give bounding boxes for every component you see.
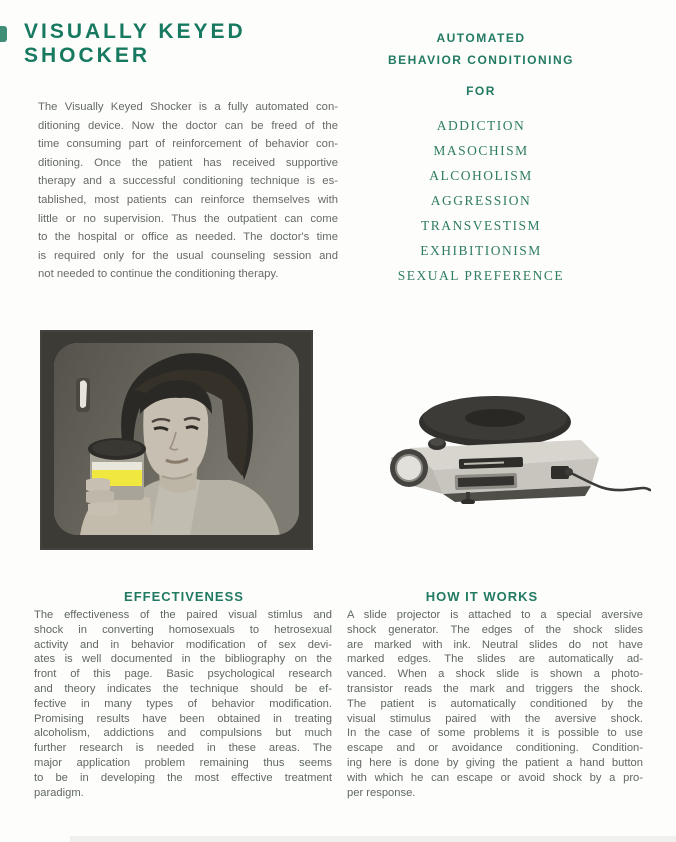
scan-edge-artifact [0,26,7,42]
text-line: further research is needed in these areas. The [34,742,332,755]
text-line: therapy and a successful conditioning technique is es- [38,175,338,188]
text-line: ates is well documented in the bibliography on the [34,653,332,666]
projector-front-panel [455,473,517,490]
text-line: marked edges. The slides are automatically ad- [347,653,643,666]
condition-item: EXHIBITIONISM [420,243,542,258]
wall-lamp [76,378,90,412]
conditions-heading-line2: BEHAVIOR CONDITIONING [388,53,574,67]
text-line: ditioning device. Now the doctor can be freed of the [38,119,338,132]
conditions-heading-line1: AUTOMATED [436,31,526,45]
condition-item: SEXUAL PREFERENCE [397,268,565,283]
scan-bottom-edge [70,836,676,842]
text-line: per response. [347,786,416,799]
tv-photo-figure [40,330,313,550]
text-line: time consuming part of reinforcement of behavior con- [38,138,338,151]
condition-item: ADDICTION [436,118,526,133]
text-line: shock generator. The edges of the shock slides [347,623,643,636]
text-line: front of this page. Basic psychological research [34,668,332,681]
text-line: alcoholism, addictions and compulsions but much [34,727,332,740]
text-line: shock in converting homosexuals to hetrosexual [34,623,332,636]
page-title: VISUALLY KEYED SHOCKER [24,20,246,67]
slide-projector-illustration [383,392,651,504]
text-line: The patient is automatically conditioned by the [347,697,643,710]
text-line: transistor reads the mark and triggers the shock. [347,682,643,695]
text-line: ditioning. Once the patient has received supportive [38,156,338,169]
slide-projector-figure [383,392,651,504]
how-it-works-heading: HOW IT WORKS [425,589,539,604]
text-line: fective in many types of behavior modification. [34,697,332,710]
text-line: not needed to continue the conditioning therapy. [38,268,279,281]
condition-item: ALCOHOLISM [429,168,533,183]
text-line: ing here is done by giving the patient a hand button [347,756,643,769]
how-it-works-paragraph [347,608,643,800]
condition-item: AGGRESSION [430,193,532,208]
text-line: is required only for the usual counseling session and [38,249,338,262]
text-line: major application problem remaining thus seems [34,756,332,769]
text-line: The Visually Keyed Shocker is a fully automated con- [38,101,338,113]
text-line: and theory indicates the technique should be ef- [34,682,332,695]
text-line: paradigm. [34,786,84,799]
text-line: activity and in behavior modification of sex devi- [34,638,332,651]
effectiveness-paragraph [34,608,332,800]
text-line: little or no supervision. Thus the outpatient can come [38,212,338,225]
condition-list [361,113,601,288]
text-line: In the case of some problems it is possible to use [347,727,643,740]
condition-item: TRANSVESTISM [420,218,541,233]
intro-paragraph [38,98,338,284]
tv-photo-illustration [40,330,313,550]
glass-of-drink [80,438,152,535]
conditions-heading-line3: FOR [466,84,496,98]
text-line: vanced. When a shock slide is shown a photo- [347,668,643,681]
text-line: to be in developing the most effective treatment [34,771,332,784]
text-line: with which he can escape or avoid shock by a pro- [347,771,643,784]
effectiveness-heading: EFFECTIVENESS [124,589,244,604]
condition-item: MASOCHISM [433,143,529,158]
text-line: escape and or avoidance conditioning. Condition- [347,742,643,755]
text-line: visual stimulus paired with the aversive shock. [347,712,643,725]
text-line: The effectiveness of the paired visual stimlus and [34,609,332,621]
text-line: to the hospital or office as needed. The doctor's time [38,231,338,244]
text-line: A slide projector is attached to a special aversive [347,609,643,621]
text-line: Promising results have been obtained in treating [34,712,332,725]
projector-lens [390,449,428,487]
text-line: are marked with ink. Neutral slides do not have [347,638,643,651]
text-line: tablished, most patients can reinforce themselves with [38,193,338,206]
